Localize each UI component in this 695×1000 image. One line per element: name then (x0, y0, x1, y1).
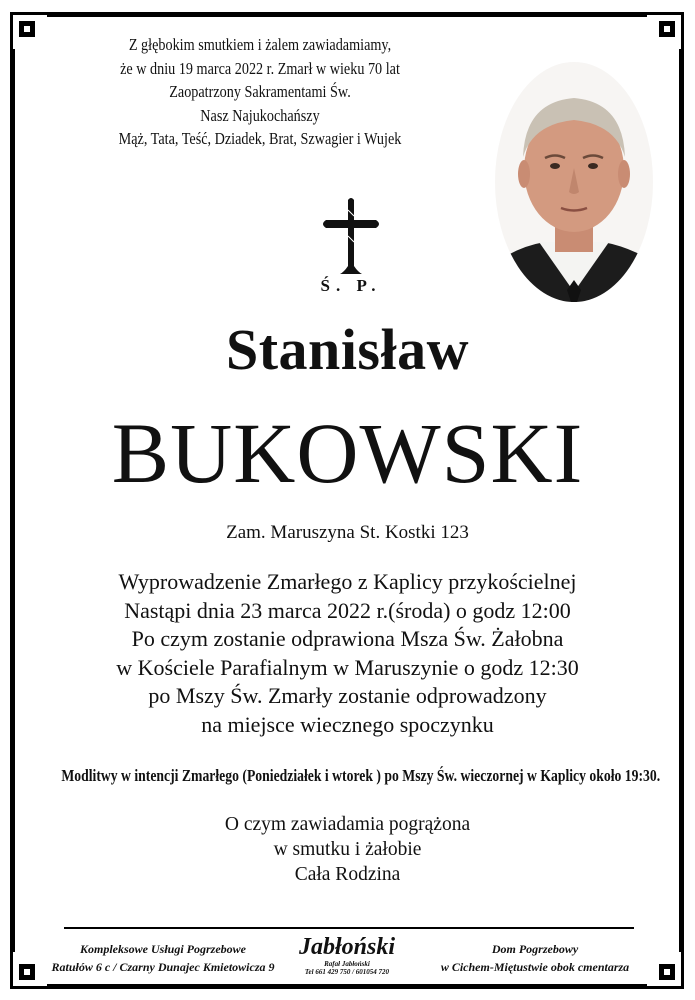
prayers-notice (0, 766, 695, 786)
funeral-home-logo (282, 934, 412, 976)
funeral-schedule (40, 568, 655, 739)
brand-name: Jabłoński (298, 934, 396, 960)
surname: BUKOWSKI (111, 405, 584, 501)
intro-line: Z głębokim smutkiem i żalem zawiadamiamy, (128, 35, 392, 54)
brand-phone: Tel 661 429 750 / 601054 720 (304, 968, 390, 976)
closing-line: O czym zawiadamia pogrążona (224, 814, 471, 835)
corner-ornament-bottom-left (13, 952, 47, 986)
closing-line: Cała Rodzina (294, 864, 401, 885)
corner-ornament-top-left (13, 15, 47, 49)
footer-services-title: Kompleksowe Usługi Pogrzebowe (79, 942, 246, 956)
intro-line: Mąż, Tata, Teść, Dziadek, Brat, Szwagier i Wujek (118, 129, 402, 148)
intro-line: Zaopatrzony Sakramentami Św. (169, 82, 351, 101)
address: Zam. Maruszyna St. Kostki 123 (226, 522, 469, 543)
schedule-line: w Kościele Parafialnym w Maruszynie o godz 12:30 (116, 654, 579, 680)
schedule-line: na miejsce wiecznego spoczynku (201, 711, 494, 737)
schedule-line: Nastąpi dnia 23 marca 2022 r.(środa) o godz 12:00 (124, 597, 571, 623)
intro-line: że w dniu 19 marca 2022 r. Zmarł w wieku 70 lat (120, 58, 400, 78)
footer-home-location: w Cichem-Miętustwie obok cmentarza (440, 960, 630, 974)
portrait-photo (495, 62, 653, 302)
footer-home-title: Dom Pogrzebowy (491, 942, 579, 956)
footer-funeral-home (420, 940, 650, 976)
corner-ornament-top-right (647, 15, 681, 49)
intro-line: Nasz Najukochańszy (200, 105, 320, 125)
intro-text (84, 33, 437, 151)
cross-emblem (318, 196, 384, 300)
prayers-text: Modlitwy w intencji Zmarłego (Poniedziałek i wtorek ) po Mszy Św. wieczornej w Kaplicy około 19:30. (61, 766, 661, 785)
schedule-line: Wyprowadzenie Zmarłego z Kaplicy przykościelnej (118, 569, 577, 594)
closing-line: w smutku i żałobie (273, 839, 422, 860)
footer-services (48, 940, 278, 976)
schedule-line: po Mszy Św. Zmarły zostanie odprowadzony (148, 683, 547, 708)
schedule-line: Po czym zostanie odprawiona Msza Św. Żałobna (131, 626, 564, 651)
brand-owner: Rafał Jabłoński (324, 960, 370, 968)
footer-services-address: Ratułów 6 c / Czarny Dunajec Kmietowicza 9 (51, 960, 275, 974)
sp-abbreviation: Ś. P. (320, 276, 382, 295)
closing-text (0, 812, 695, 887)
portrait-illustration (495, 62, 653, 302)
corner-ornament-bottom-right (647, 952, 681, 986)
footer-divider (64, 927, 634, 929)
given-name: Stanisław (225, 317, 469, 382)
